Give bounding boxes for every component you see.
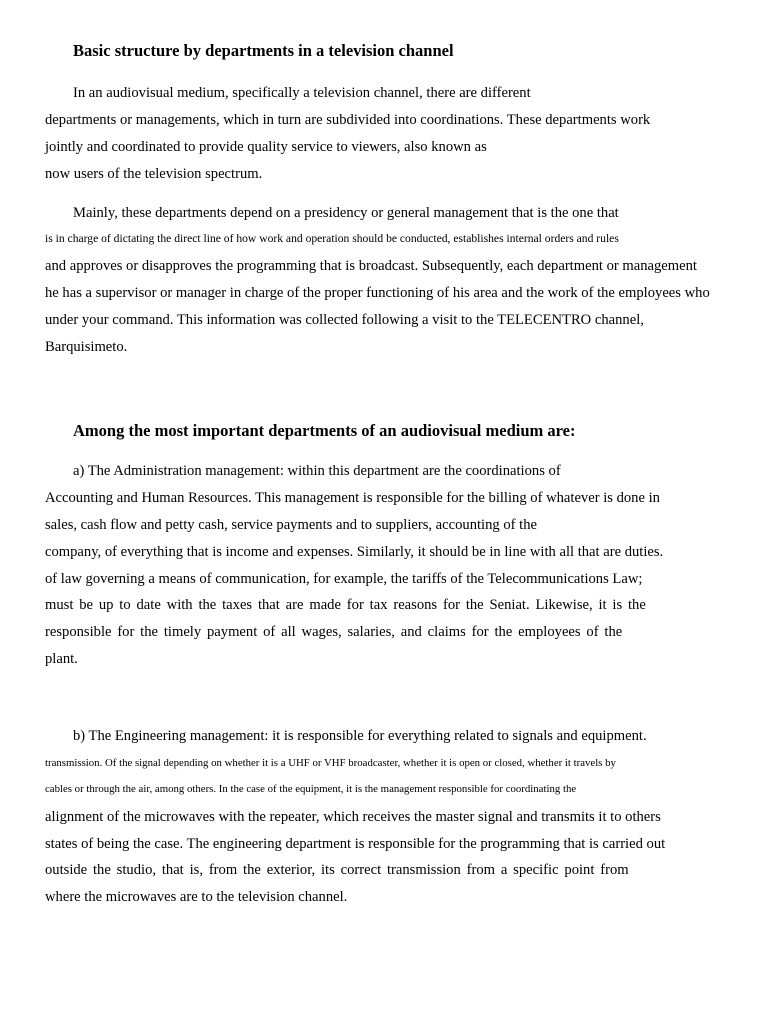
paragraph-line: responsible for the timely payment of all wages, salaries, and claims for the employees of the bbox=[45, 624, 623, 640]
paragraph-line: jointly and coordinated to provide quality service to viewers, also known as bbox=[45, 139, 487, 155]
paragraph-line: he has a supervisor or manager in charge of the proper functioning of his area and the work of the employees who bbox=[45, 285, 710, 301]
document-title: Basic structure by departments in a television channel bbox=[73, 41, 454, 60]
paragraph-line: outside the studio, that is, from the exterior, its correct transmission from a specific point from bbox=[45, 862, 629, 878]
paragraph-line: sales, cash flow and petty cash, service payments and to suppliers, accounting of the bbox=[45, 517, 537, 533]
paragraph-line: under your command. This information was collected following a visit to the TELECENTRO channel, bbox=[45, 312, 644, 328]
paragraph-line: company, of everything that is income and expenses. Similarly, it should be in line with all that are duties. bbox=[45, 544, 664, 560]
paragraph-line: plant. bbox=[45, 651, 78, 667]
paragraph-line: a) The Administration management: within this department are the coordinations of bbox=[73, 463, 561, 479]
paragraph-line: states of being the case. The engineering department is responsible for the programming that is carried out bbox=[45, 836, 666, 852]
paragraph-line: of law governing a means of communication, for example, the tariffs of the Telecommunications Law; bbox=[45, 571, 643, 587]
paragraph-line: cables or through the air, among others. In the case of the equipment, it is the management responsible for coordinating the bbox=[45, 783, 577, 795]
paragraph-line: Mainly, these departments depend on a presidency or general management that is the one that bbox=[73, 205, 619, 221]
paragraph-line: where the microwaves are to the television channel. bbox=[45, 889, 348, 905]
paragraph-line: In an audiovisual medium, specifically a television channel, there are different bbox=[73, 85, 531, 101]
paragraph-line: is in charge of dictating the direct line of how work and operation should be conducted, establishes internal orders and rules bbox=[45, 232, 619, 245]
paragraph-line: now users of the television spectrum. bbox=[45, 166, 263, 182]
paragraph-line: Barquisimeto. bbox=[45, 339, 128, 355]
paragraph-line: alignment of the microwaves with the repeater, which receives the master signal and transmits it to others bbox=[45, 809, 661, 825]
paragraph-line: b) The Engineering management: it is responsible for everything related to signals and equipment. bbox=[73, 728, 647, 744]
paragraph-line: departments or managements, which in turn are subdivided into coordinations. These departments work bbox=[45, 112, 651, 128]
paragraph-line: and approves or disapproves the programming that is broadcast. Subsequently, each department or management bbox=[45, 258, 697, 274]
paragraph-line: must be up to date with the taxes that are made for tax reasons for the Seniat. Likewise, it is the bbox=[45, 597, 646, 613]
section-heading: Among the most important departments of an audiovisual medium are: bbox=[73, 421, 576, 440]
paragraph-line: Accounting and Human Resources. This management is responsible for the billing of whatever is done in bbox=[45, 490, 660, 506]
paragraph-line: transmission. Of the signal depending on whether it is a UHF or VHF broadcaster, whether it is open or closed, whether it travels by bbox=[45, 757, 616, 769]
